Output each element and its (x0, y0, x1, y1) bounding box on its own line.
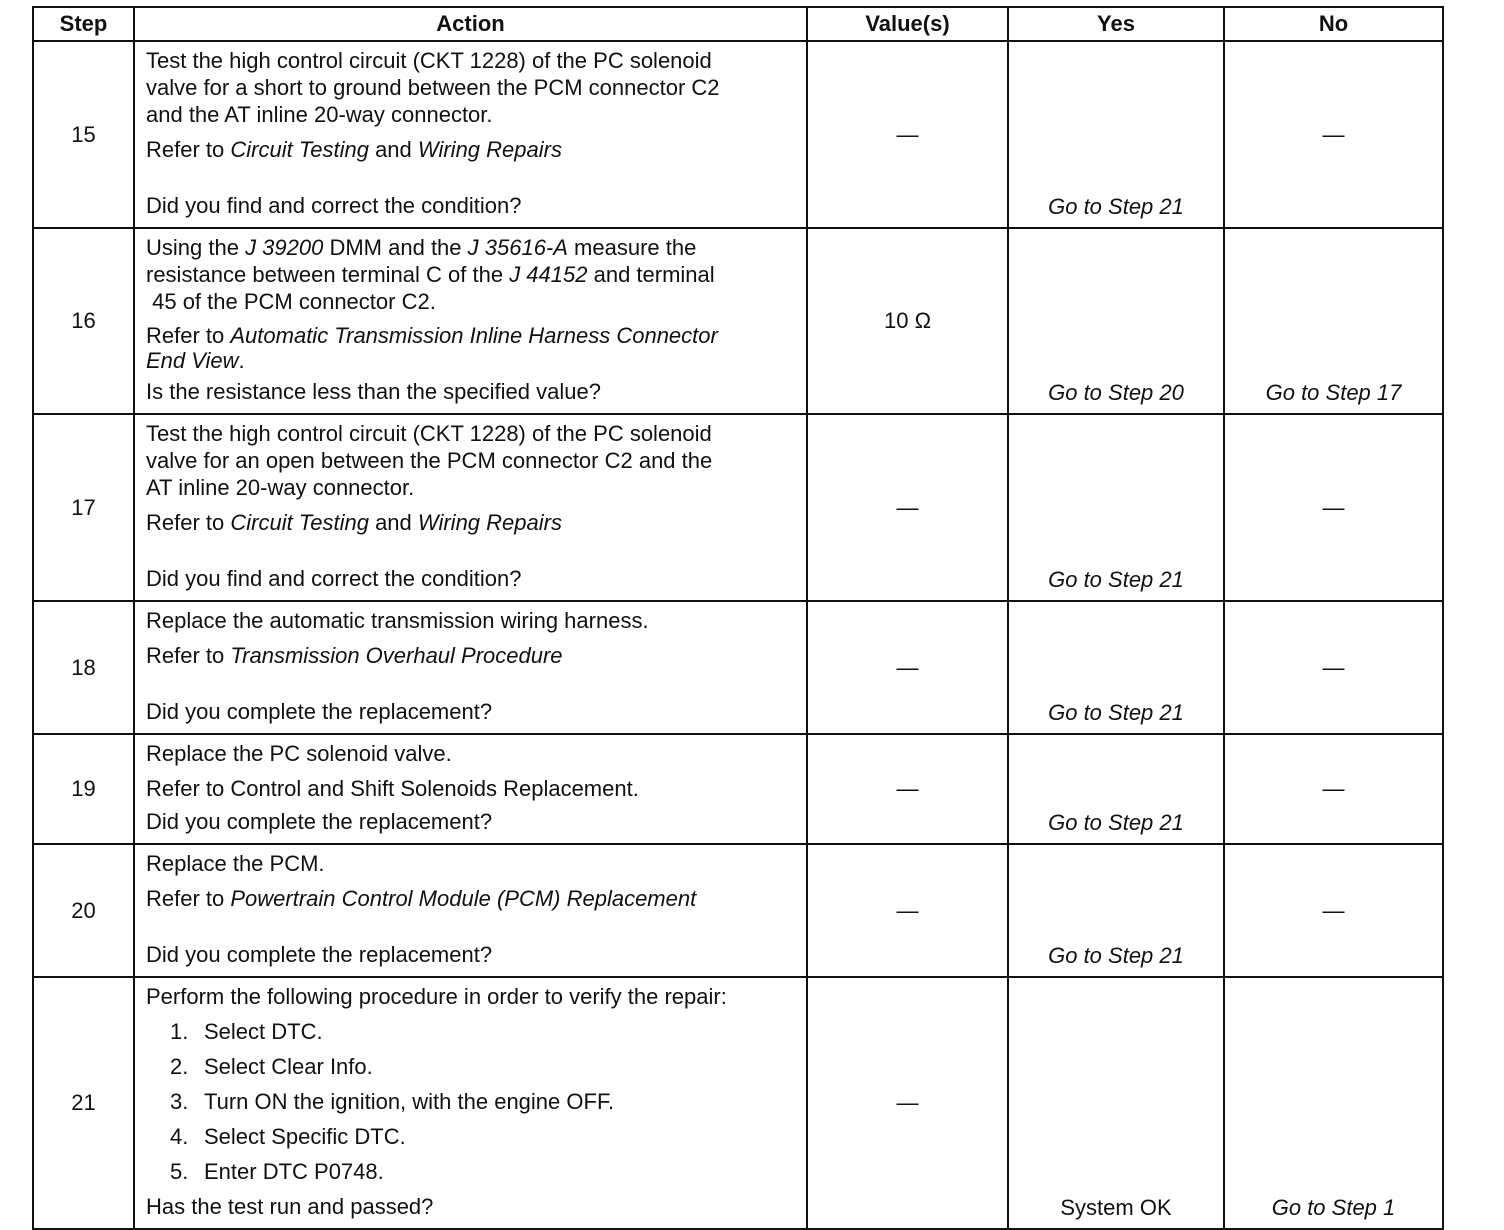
no-cell: — (1224, 41, 1443, 228)
text: measure the (567, 235, 697, 260)
list-item (170, 1053, 796, 1080)
step-number: 16 (33, 228, 134, 414)
table-row (33, 41, 1443, 228)
yes-cell: System OK (1008, 977, 1224, 1229)
table-row (33, 601, 1443, 734)
step-number: 21 (33, 977, 134, 1229)
action-cell (134, 977, 807, 1229)
question: Has the test run and passed? (146, 1194, 434, 1219)
value-cell: — (807, 844, 1008, 977)
refer-link: End View (146, 348, 239, 373)
header-step: Step (33, 7, 134, 41)
value-cell: — (807, 41, 1008, 228)
action-line (146, 234, 796, 261)
action-line: Replace the PCM. (146, 851, 325, 876)
refer-link: Automatic Transmission Inline Harness Connector (230, 323, 718, 348)
question: Did you find and correct the condition? (146, 193, 522, 218)
refer-prefix: Refer to (146, 643, 231, 668)
refer-and: and (368, 137, 418, 162)
list-number: 3. (170, 1089, 189, 1114)
action-line: AT inline 20-way connector. (146, 475, 415, 500)
question: Did you complete the replacement? (146, 809, 493, 834)
no-cell: — (1224, 414, 1443, 601)
step-number: 15 (33, 41, 134, 228)
list-number: 2. (170, 1054, 189, 1079)
refer-link: Circuit Testing (230, 510, 369, 535)
refer-line (146, 885, 796, 912)
action-cell (134, 844, 807, 977)
table-row (33, 977, 1443, 1229)
action-line (146, 261, 796, 288)
list-item (170, 1158, 796, 1185)
question: Did you complete the replacement? (146, 942, 493, 967)
table-row (33, 844, 1443, 977)
list-item (170, 1088, 796, 1115)
text: . (238, 348, 245, 373)
value-cell: — (807, 601, 1008, 734)
question: Did you complete the replacement? (146, 699, 493, 724)
refer-prefix: Refer to (146, 886, 231, 911)
action-line: Perform the following procedure in order to verify the repair: (146, 984, 727, 1009)
value-cell: — (807, 977, 1008, 1229)
refer-link: Circuit Testing (230, 137, 369, 162)
refer-line (146, 642, 796, 669)
yes-link: Go to Step 21 (1048, 567, 1184, 592)
header-action: Action (134, 7, 807, 41)
no-cell: — (1224, 844, 1443, 977)
list-text: Turn ON the ignition, with the engine OFF. (204, 1089, 615, 1114)
question: Did you find and correct the condition? (146, 566, 522, 591)
list-text: Select Specific DTC. (204, 1124, 406, 1149)
question: Is the resistance less than the specified value? (146, 379, 601, 404)
action-line: 45 of the PCM connector C2. (146, 289, 436, 314)
action-cell (134, 734, 807, 844)
refer-line (146, 323, 796, 373)
action-line: valve for a short to ground between the PCM connector C2 (146, 75, 720, 100)
yes-cell (1008, 734, 1224, 844)
refer-prefix: Refer to (146, 323, 231, 348)
refer-line (146, 136, 796, 163)
no-link: Go to Step 1 (1271, 1195, 1396, 1220)
text: resistance between terminal C of the (146, 262, 510, 287)
yes-link: Go to Step 21 (1048, 194, 1184, 219)
yes-cell (1008, 601, 1224, 734)
refer-prefix: Refer to (146, 137, 231, 162)
step-number: 18 (33, 601, 134, 734)
refer-link: Wiring Repairs (417, 510, 562, 535)
no-cell: — (1224, 601, 1443, 734)
tool-ref: J 39200 (245, 235, 324, 260)
action-line: and the AT inline 20-way connector. (146, 102, 493, 127)
yes-cell (1008, 844, 1224, 977)
table-row (33, 228, 1443, 414)
refer-line (146, 509, 796, 536)
action-line: Test the high control circuit (CKT 1228) of the PC solenoid (146, 421, 712, 446)
refer-link: Wiring Repairs (417, 137, 562, 162)
no-cell: — (1224, 734, 1443, 844)
list-item (170, 1018, 796, 1045)
text: and terminal (587, 262, 715, 287)
action-cell (134, 414, 807, 601)
tool-ref: J 35616-A (467, 235, 568, 260)
value-cell: — (807, 414, 1008, 601)
procedure-list (146, 1018, 796, 1185)
list-number: 1. (170, 1019, 189, 1044)
yes-cell (1008, 228, 1224, 414)
action-line: Test the high control circuit (CKT 1228) of the PC solenoid (146, 48, 712, 73)
value-cell: — (807, 734, 1008, 844)
refer-prefix: Refer to (146, 510, 231, 535)
list-number: 4. (170, 1124, 189, 1149)
yes-link: Go to Step 20 (1048, 380, 1184, 405)
header-yes: Yes (1008, 7, 1224, 41)
yes-link: Go to Step 21 (1048, 810, 1184, 835)
text: Using the (146, 235, 246, 260)
step-number: 19 (33, 734, 134, 844)
no-link: Go to Step 17 (1265, 380, 1402, 405)
yes-cell (1008, 41, 1224, 228)
action-line: valve for an open between the PCM connector C2 and the (146, 448, 713, 473)
refer-and: and (368, 510, 418, 535)
header-no: No (1224, 7, 1443, 41)
yes-link: Go to Step 21 (1048, 700, 1184, 725)
text: DMM and the (323, 235, 468, 260)
yes-link: Go to Step 21 (1048, 943, 1184, 968)
action-cell (134, 41, 807, 228)
refer-link: Transmission Overhaul Procedure (230, 643, 563, 668)
action-line: Replace the PC solenoid valve. (146, 741, 452, 766)
list-number: 5. (170, 1159, 189, 1184)
refer-line: Refer to Control and Shift Solenoids Replacement. (146, 776, 639, 801)
action-line: Replace the automatic transmission wiring harness. (146, 608, 649, 633)
step-number: 17 (33, 414, 134, 601)
tool-ref: J 44152 (509, 262, 588, 287)
no-cell (1224, 977, 1443, 1229)
action-cell (134, 601, 807, 734)
header-row (33, 7, 1443, 41)
list-text: Enter DTC P0748. (204, 1159, 384, 1184)
step-number: 20 (33, 844, 134, 977)
action-cell (134, 228, 807, 414)
no-cell (1224, 228, 1443, 414)
header-values: Value(s) (807, 7, 1008, 41)
table-row (33, 414, 1443, 601)
table-row (33, 734, 1443, 844)
diagnostic-table (32, 6, 1444, 1230)
list-text: Select Clear Info. (204, 1054, 373, 1079)
refer-link: Powertrain Control Module (PCM) Replacement (230, 886, 697, 911)
list-text: Select DTC. (204, 1019, 323, 1044)
value-cell: 10 Ω (807, 228, 1008, 414)
yes-cell (1008, 414, 1224, 601)
list-item (170, 1123, 796, 1150)
